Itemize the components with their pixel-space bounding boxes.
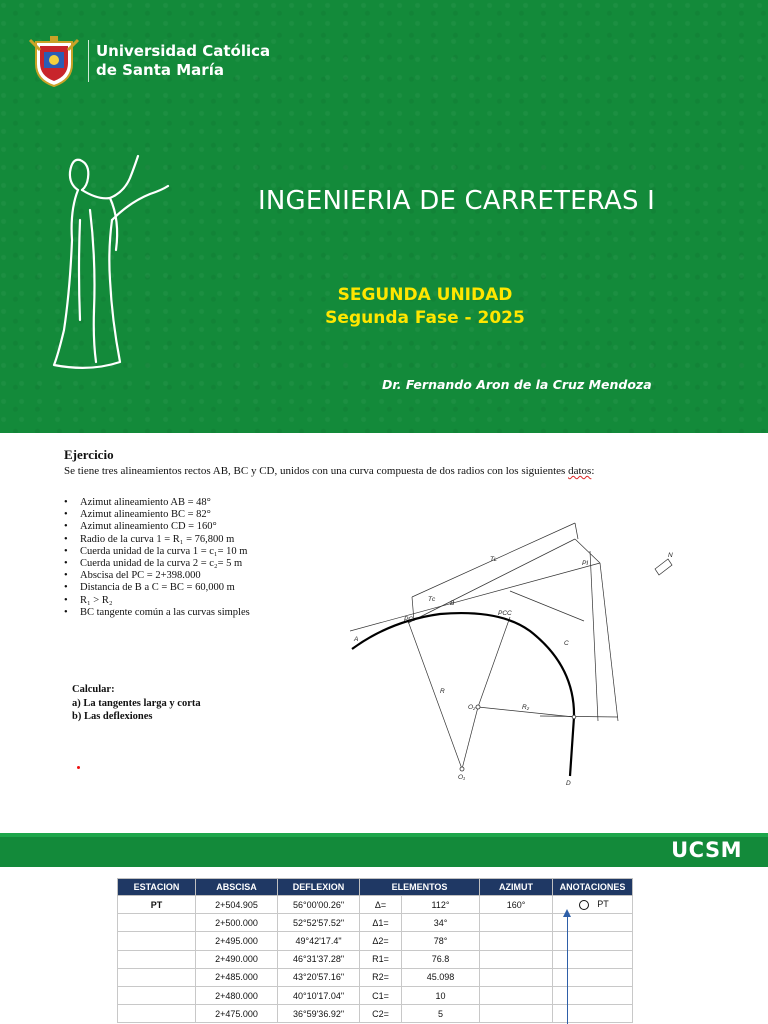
annotation-pt: PT — [597, 899, 609, 910]
calc-heading: Calcular: — [72, 684, 115, 695]
label-PCC: PCC — [498, 610, 512, 617]
label-C: C — [564, 640, 569, 647]
list-item: • Cuerda unidad de la curva 1 = c₁= 10 m — [64, 545, 248, 557]
label-PC: PC — [404, 616, 414, 623]
label-R2: R₂ — [522, 704, 530, 711]
label-D: D — [566, 780, 571, 787]
intro-colon: : — [591, 465, 595, 477]
label-O1: O₁ — [458, 774, 466, 781]
label-B: B — [450, 600, 455, 607]
pt-circle-icon — [579, 900, 589, 910]
table-header-row — [118, 879, 633, 896]
subtitle-unit: SEGUNDA UNIDAD — [337, 285, 513, 305]
university-name-line2: de Santa María — [96, 61, 224, 79]
table-row: PT 2+504.905 56°00'00.26" Δ= 112° 160° PT — [118, 896, 633, 914]
table-slide — [0, 833, 768, 1024]
calculate-section — [72, 683, 201, 724]
calc-item-a: a) La tangentes larga y corta — [72, 697, 201, 709]
list-item: • Abscisa del PC = 2+398.000 — [64, 570, 201, 582]
header-anotaciones: ANOTACIONES — [553, 879, 633, 896]
list-item: • Azimut alineamiento CD = 160° — [64, 521, 217, 533]
header-estacion: ESTACION — [118, 879, 196, 896]
given-data-list — [64, 497, 250, 619]
label-TC: Tᴄ — [428, 596, 436, 603]
course-title: INGENIERIA DE CARRETERAS I — [258, 186, 655, 216]
header-elementos: ELEMENTOS — [360, 879, 480, 896]
table-row: 2+490.000 46°31'37.28" R1= 76.8 — [118, 950, 633, 968]
table-row: 2+495.000 49°42'17.4" Δ2= 78° — [118, 932, 633, 950]
title-slide — [0, 0, 768, 433]
list-item: • R₁ > R₂ — [64, 594, 113, 606]
red-bullet-dot — [77, 766, 80, 769]
table-row: 2+480.000 40°10'17.04" C1= 10 — [118, 986, 633, 1004]
exercise-heading: Ejercicio — [64, 447, 114, 462]
list-item: • Radio de la curva 1 = R₁ = 76,800 m — [64, 533, 235, 545]
subtitle-phase: Segunda Fase - 2025 — [325, 308, 525, 328]
label-north: N — [668, 552, 673, 559]
list-item: • Azimut alineamiento AB = 48° — [64, 497, 211, 508]
list-item: • BC tangente común a las curvas simples — [64, 606, 250, 618]
header-abscisa: ABSCISA — [196, 879, 278, 896]
exercise-intro — [64, 465, 684, 477]
compound-curve-diagram — [350, 521, 700, 821]
author-name: Dr. Fernando Aron de la Cruz Mendoza — [382, 377, 652, 392]
header-azimut: AZIMUT — [480, 879, 553, 896]
list-item: • Azimut alineamiento BC = 82° — [64, 509, 211, 521]
list-item: • Distancia de B a C = BC = 60,000 m — [64, 582, 235, 594]
unit-subtitle — [290, 284, 560, 330]
intro-wavy-word: datos — [568, 465, 592, 477]
university-name — [96, 42, 270, 80]
deflection-table — [117, 878, 633, 1023]
ucsm-logo-text: UCSM — [671, 838, 742, 862]
list-item: • Cuerda unidad de la curva 2 = c₂= 5 m — [64, 558, 243, 570]
intro-text: Se tiene tres alineamientos rectos AB, BC y CD, unidos con una curva compuesta de dos radios con los siguientes — [64, 465, 569, 477]
label-TL: Tʟ — [490, 556, 497, 563]
label-R1: R — [440, 688, 445, 695]
green-header-band — [0, 833, 768, 867]
annotation-arrow-line — [567, 915, 568, 1024]
label-PI: PI — [582, 560, 589, 567]
header-deflexion: DEFLEXION — [278, 879, 360, 896]
table-row: 2+500.000 52°52'57.52" Δ1= 34° — [118, 914, 633, 932]
exercise-slide — [0, 433, 768, 833]
university-name-line1: Universidad Católica — [96, 42, 271, 60]
logo-divider — [88, 40, 89, 82]
calc-item-b: b) Las deflexiones — [72, 711, 153, 722]
label-A: A — [354, 636, 359, 643]
table-row: 2+485.000 43°20'57.16" R2= 45.098 — [118, 968, 633, 986]
university-crest-logo — [26, 34, 82, 90]
table-row: 2+475.000 36°59'36.92" C2= 5 — [118, 1005, 633, 1023]
label-O2: O₂ — [468, 704, 476, 711]
virgin-figure-illustration — [50, 150, 180, 375]
